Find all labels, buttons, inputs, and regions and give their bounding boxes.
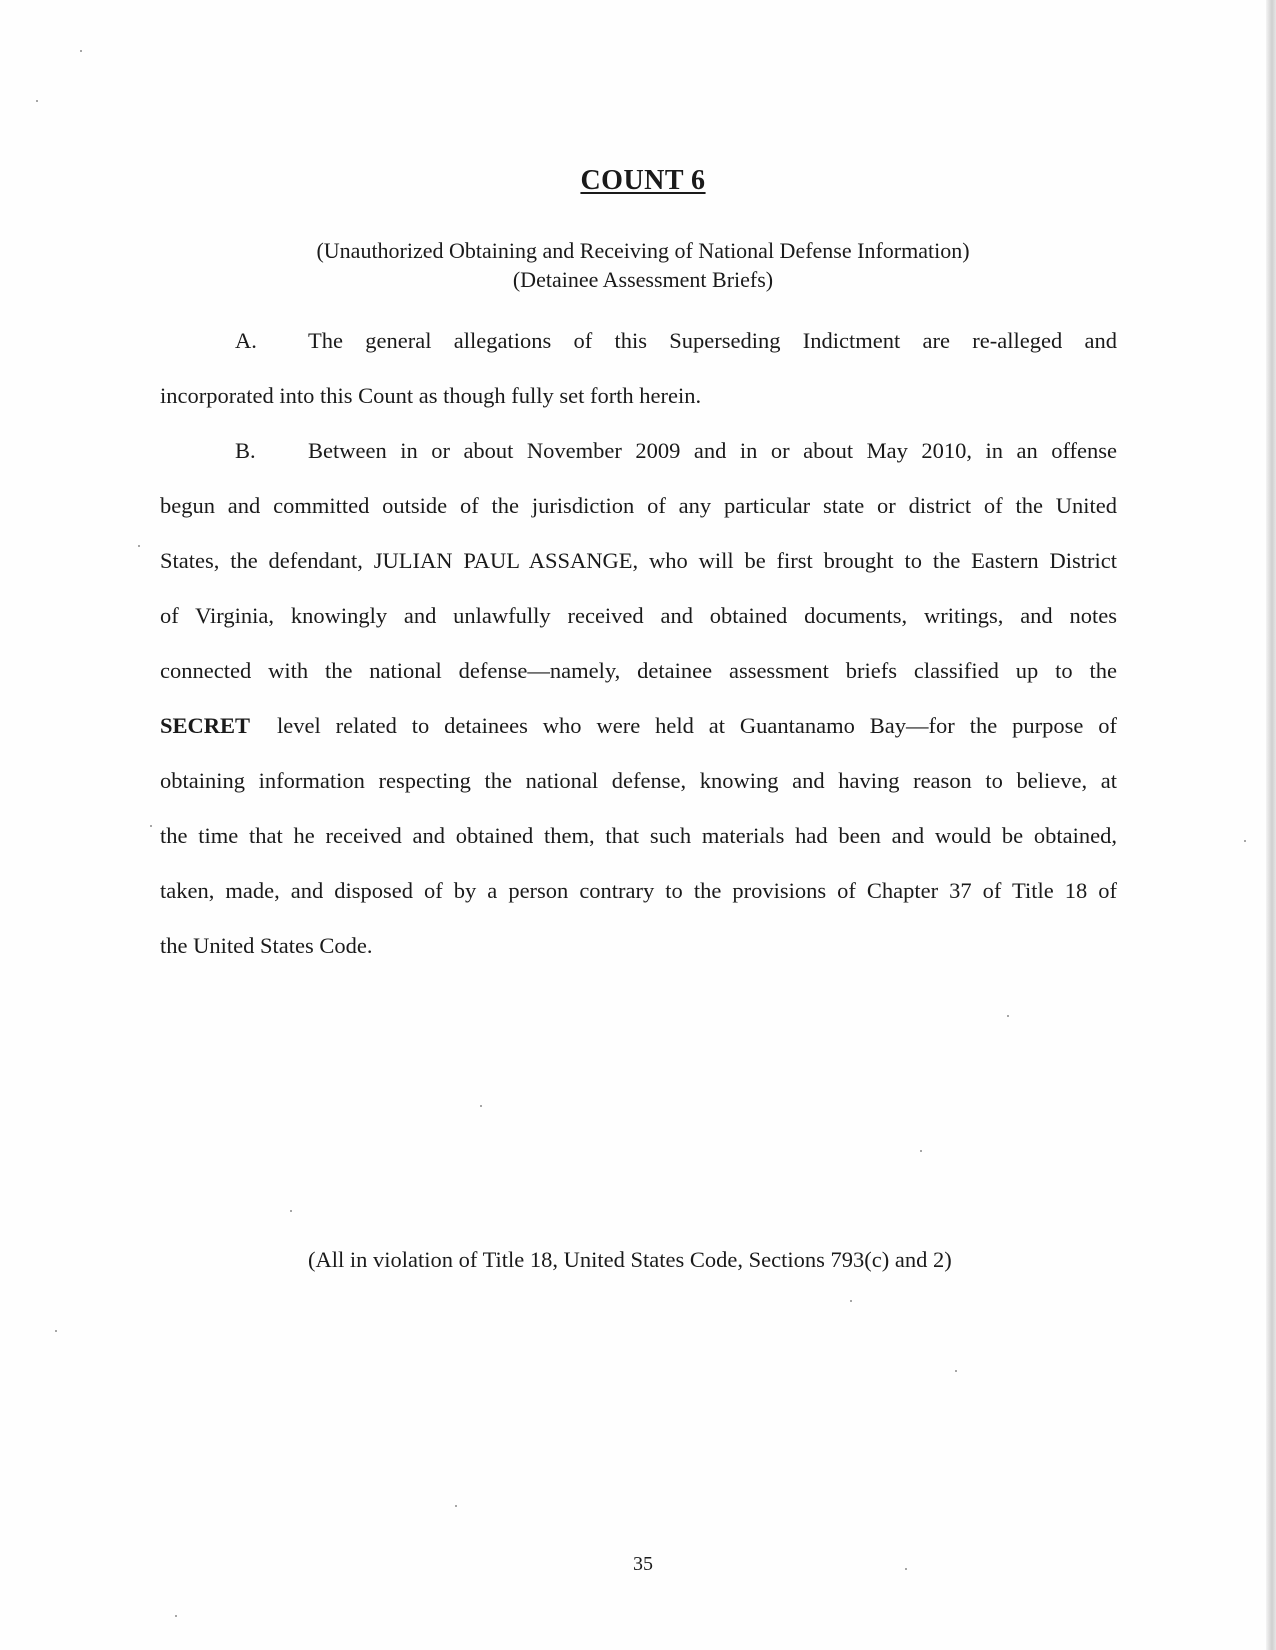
paragraph-b-line: of Virginia, knowingly and unlawfully received and obtained documents, writings, and notes <box>160 603 1117 628</box>
scan-speck <box>480 1105 482 1107</box>
scan-speck <box>55 1330 57 1332</box>
paragraph-b-line: connected with the national defense—namely, detainee assessment briefs classified up to the <box>160 658 1117 683</box>
count-subtitle-line-1: (Unauthorized Obtaining and Receiving of National Defense Information) <box>316 238 970 263</box>
scan-speck <box>1007 1015 1009 1017</box>
paragraph-b-secret-line-rest: level related to detainees who were held at Guantanamo Bay—for the purpose of <box>277 713 1117 738</box>
scan-speck <box>290 1210 292 1212</box>
paragraph-b-line: taken, made, and disposed of by a person contrary to the provisions of Chapter 37 of Title 18 of <box>160 878 1117 903</box>
scan-speck <box>920 1150 922 1152</box>
paragraph-b-first-line: Between in or about November 2009 and in or about May 2010, in an offense <box>308 438 1117 463</box>
scan-speck <box>175 1615 177 1617</box>
scan-speck <box>955 1370 957 1372</box>
scan-speck <box>80 50 82 52</box>
paragraph-b-label: B. <box>235 438 256 463</box>
paragraph-b-line: States, the defendant, JULIAN PAUL ASSANGE, who will be first brought to the Eastern District <box>160 548 1117 573</box>
scan-speck <box>150 825 152 827</box>
scan-speck <box>905 1568 907 1570</box>
paragraph-a-line: incorporated into this Count as though fully set forth herein. <box>160 383 702 408</box>
paragraph-a-first-line: The general allegations of this Superseding Indictment are re-alleged and <box>308 328 1117 353</box>
scan-speck <box>36 100 38 102</box>
paragraph-b-secret-line <box>160 711 1117 741</box>
classification-secret-word: SECRET <box>160 713 251 738</box>
scan-speck <box>1244 840 1246 842</box>
scan-speck <box>850 1300 852 1302</box>
statute-citation: (All in violation of Title 18, United States Code, Sections 793(c) and 2) <box>308 1247 952 1272</box>
scan-speck <box>455 1505 457 1507</box>
count-heading: COUNT 6 <box>580 165 706 196</box>
paragraph-b-line: begun and committed outside of the jurisdiction of any particular state or district of the United <box>160 493 1117 518</box>
scan-speck <box>138 545 140 547</box>
paragraph-b-line-last: the United States Code. <box>160 933 373 958</box>
paragraph-b-line: obtaining information respecting the national defense, knowing and having reason to believe, at <box>160 768 1117 793</box>
paragraph-b-line: the time that he received and obtained them, that such materials had been and would be obtained, <box>160 823 1117 848</box>
paragraph-a-label: A. <box>235 328 257 353</box>
page-number: 35 <box>633 1553 653 1575</box>
count-subtitle-line-2: (Detainee Assessment Briefs) <box>512 267 774 292</box>
